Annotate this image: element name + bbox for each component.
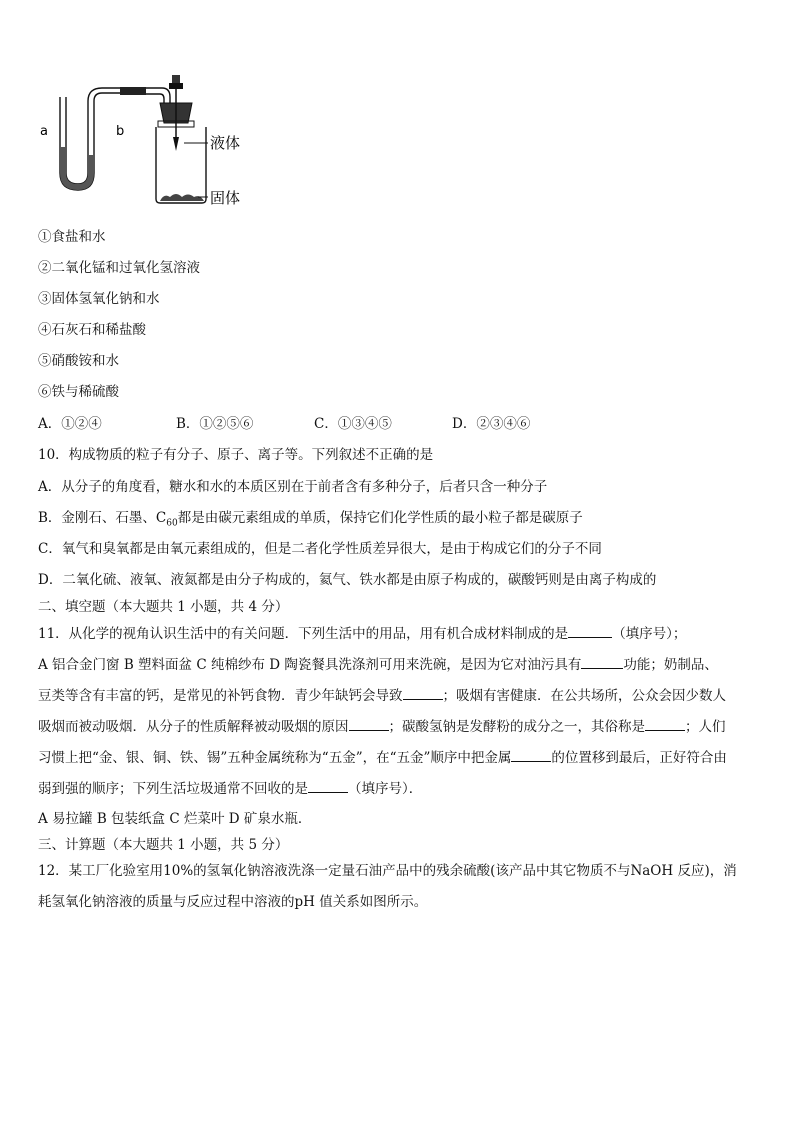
q11-blank-3[interactable] (403, 685, 443, 700)
q9-choice-d: D．②③④⑥ (452, 416, 531, 432)
q11-line-1 (38, 623, 686, 644)
q11-l1-suffix: （填序号）； (612, 626, 687, 642)
q11-l3-text: 豆类等含有丰富的钙，是常见的补钙食物．青少年缺钙会导致 (38, 688, 403, 704)
rubber-tube (120, 87, 146, 95)
q11-l2-text: A 铝合金门窗 B 塑料面盆 C 纯棉纱布 D 陶瓷餐具洗涤剂可用来洗碗，是因为它对油污具有 (38, 657, 582, 673)
q11-l4-text: 吸烟而被动吸烟．从分子的性质解释被动吸烟的原因 (38, 719, 349, 735)
q9-option-2: ②二氧化锰和过氧化氢溶液 (38, 260, 200, 276)
q9-option-3: ③固体氢氧化钠和水 (38, 291, 160, 307)
q9-choices (38, 414, 590, 434)
bottle (156, 127, 206, 203)
q9-option-1: ①食盐和水 (38, 229, 106, 245)
q10-option-b (38, 508, 583, 534)
q11-blank-6[interactable] (511, 747, 551, 762)
label-b: b (116, 124, 125, 139)
q10-b-post: 都是由碳元素组成的单质，保持它们化学性质的最小粒子都是碳原子 (177, 510, 583, 526)
q9-choice-a: A．①②④ (38, 416, 102, 432)
solid-particles (160, 194, 204, 201)
q10-b-pre: B．金刚石、石墨、C (38, 510, 167, 526)
q11-blank-1[interactable] (568, 623, 612, 638)
label-solid: 固体 (210, 189, 241, 207)
q11-l2-suffix: 功能；奶制品、 (623, 657, 718, 673)
q11-line-7: A 易拉罐 B 包装纸盒 C 烂菜叶 D 矿泉水瓶． (38, 811, 312, 827)
q11-line-6 (38, 778, 422, 799)
apparatus-figure (36, 75, 276, 215)
label-a: a (40, 124, 48, 139)
q11-line-5 (38, 747, 727, 768)
q11-l6-text: 弱到强的顺序；下列生活垃圾通常不回收的是 (38, 781, 308, 797)
section-3-heading: 三、计算题（本大题共 1 小题，共 5 分） (38, 837, 289, 853)
q9-option-5: ⑤硝酸铵和水 (38, 353, 119, 369)
q10-b-sub: 60 (166, 518, 178, 529)
q10-option-a: A．从分子的角度看，糖水和水的本质区别在于前者含有多种分子，后者只含一种分子 (38, 479, 548, 495)
q12-line-2: 耗氢氧化钠溶液的质量与反应过程中溶液的pH 值关系如图所示。 (38, 894, 428, 910)
section-2-heading: 二、填空题（本大题共 1 小题，共 4 分） (38, 599, 289, 615)
q11-l4-suffix: ；人们 (685, 719, 726, 735)
q11-line-4 (38, 716, 726, 737)
q11-blank-7[interactable] (308, 778, 348, 793)
q12-line-1: 12．某工厂化验室用10%的氢氧化钠溶液洗涤一定量石油产品中的残余硫酸(该产品中其它物质不与NaOH 反应)，消 (38, 863, 737, 879)
q9-option-6: ⑥铁与稀硫酸 (38, 384, 119, 400)
q11-l4-mid: ；碳酸氢钠是发酵粉的成分之一，其俗称是 (388, 719, 645, 735)
q10-option-d: D．二氧化硫、液氧、液氮都是由分子构成的，氦气、铁水都是由原子构成的，碳酸钙则是由离子构成的 (38, 572, 657, 588)
label-liquid: 液体 (210, 134, 241, 152)
q11-line-3 (38, 685, 726, 706)
q9-option-4: ④石灰石和稀盐酸 (38, 322, 146, 338)
q9-choice-c: C．①③④⑤ (314, 416, 392, 432)
q11-l5-suffix: 的位置移到最后，正好符合由 (551, 750, 727, 766)
q11-blank-2[interactable] (581, 654, 623, 669)
q9-choice-b: B．①②⑤⑥ (176, 416, 254, 432)
q10-option-c: C．氧气和臭氧都是由氧元素组成的，但是二者化学性质差异很大，是由于构成它们的分子不同 (38, 541, 602, 557)
q11-l6-suffix: （填序号）． (348, 781, 423, 797)
q11-blank-5[interactable] (645, 716, 685, 731)
q11-line-2 (38, 654, 718, 675)
q10-stem: 10．构成物质的粒子有分子、原子、离子等。下列叙述不正确的是 (38, 447, 434, 463)
q11-blank-4[interactable] (349, 716, 389, 731)
q11-l5-text: 习惯上把“金、银、铜、铁、锡”五种金属统称为“五金”，在“五金”顺序中把金属 (38, 750, 512, 766)
q11-l1-text: 11．从化学的视角认识生活中的有关问题．下列生活中的用品，用有机合成材料制成的是 (38, 626, 569, 642)
q11-l3-suffix: ；吸烟有害健康．在公共场所，公众会因少数人 (442, 688, 726, 704)
